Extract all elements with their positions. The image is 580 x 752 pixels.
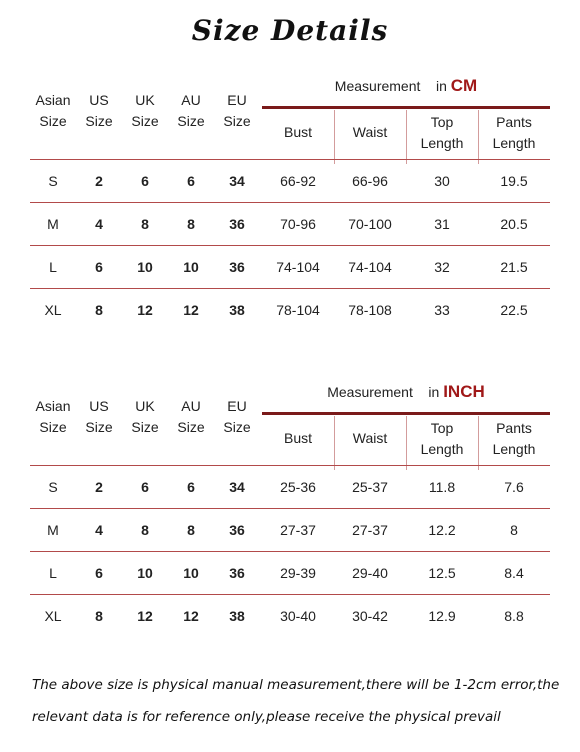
size-au: 10	[183, 259, 199, 275]
size-asian: L	[49, 565, 57, 581]
size-uk: 10	[137, 565, 153, 581]
size-asian: L	[49, 259, 57, 275]
pants-length-value: 8.8	[504, 608, 524, 624]
size-eu: 34	[229, 479, 245, 495]
size-uk: 6	[141, 479, 149, 495]
pants-length-value: 20.5	[500, 216, 528, 232]
table-row	[30, 203, 550, 246]
top-length-value: 12.9	[428, 608, 456, 624]
size-us: 2	[95, 173, 103, 189]
bust-value: 27-37	[280, 522, 316, 538]
header-waist: Waist	[352, 430, 388, 446]
header-asian-size: Asian Size	[35, 398, 71, 435]
table-row	[30, 246, 550, 289]
waist-value: 25-37	[352, 479, 388, 495]
pants-length-value: 7.6	[504, 479, 524, 495]
size-eu: 36	[229, 522, 245, 538]
table-row	[30, 466, 550, 509]
disclaimer-line-1: The above size is physical manual measurement,there will be 1-2cm error,the	[32, 677, 560, 693]
header-uk-size: UK Size	[131, 92, 159, 129]
page-title: Size Details	[191, 14, 389, 47]
header-eu-size: EU Size	[223, 92, 251, 129]
header-us-size: US Size	[85, 92, 113, 129]
pants-length-value: 21.5	[500, 259, 528, 275]
bust-value: 70-96	[280, 216, 316, 232]
top-length-value: 32	[434, 259, 450, 275]
waist-value: 27-37	[352, 522, 388, 538]
unit-label: CM	[450, 76, 478, 95]
waist-value: 66-96	[352, 173, 388, 189]
waist-value: 30-42	[352, 608, 388, 624]
measurement-divider	[262, 106, 550, 109]
size-au: 6	[187, 173, 195, 189]
waist-value: 78-108	[348, 302, 392, 318]
size-asian: M	[47, 216, 59, 232]
unit-label: INCH	[443, 382, 485, 401]
table-header	[30, 374, 550, 470]
size-us: 8	[95, 302, 103, 318]
table-row	[30, 509, 550, 552]
top-length-value: 12.2	[428, 522, 456, 538]
waist-value: 70-100	[348, 216, 392, 232]
header-bust: Bust	[283, 430, 312, 446]
measurement-divider	[262, 412, 550, 415]
size-asian: S	[48, 173, 58, 189]
header-waist: Waist	[352, 124, 388, 140]
bust-value: 74-104	[276, 259, 320, 275]
disclaimer-line-2: relevant data is for reference only,please receive the physical prevail	[32, 709, 501, 725]
size-us: 6	[95, 565, 103, 581]
bust-value: 25-36	[280, 479, 316, 495]
table-row	[30, 552, 550, 595]
size-uk: 6	[141, 173, 149, 189]
bust-value: 78-104	[276, 302, 320, 318]
header-asian-size: Asian Size	[35, 92, 71, 129]
size-uk: 8	[141, 522, 149, 538]
size-asian: XL	[44, 608, 62, 624]
size-au: 10	[183, 565, 199, 581]
size-asian: XL	[44, 302, 62, 318]
header-au-size: AU Size	[177, 398, 205, 435]
waist-value: 74-104	[348, 259, 392, 275]
header-eu-size: EU Size	[223, 398, 251, 435]
pants-length-value: 22.5	[500, 302, 528, 318]
size-asian: M	[47, 522, 59, 538]
size-au: 6	[187, 479, 195, 495]
size-us: 4	[95, 216, 103, 232]
size-uk: 10	[137, 259, 153, 275]
bust-value: 29-39	[280, 565, 316, 581]
top-length-value: 33	[434, 302, 450, 318]
header-uk-size: UK Size	[131, 398, 159, 435]
header-us-size: US Size	[85, 398, 113, 435]
size-us: 4	[95, 522, 103, 538]
size-au: 12	[183, 608, 199, 624]
top-length-value: 30	[434, 173, 450, 189]
top-length-value: 11.8	[428, 479, 456, 495]
size-us: 8	[95, 608, 103, 624]
measurement-title: Measurement in INCH	[327, 382, 485, 401]
size-au: 12	[183, 302, 199, 318]
waist-value: 29-40	[352, 565, 388, 581]
header-au-size: AU Size	[177, 92, 205, 129]
header-bust: Bust	[283, 124, 312, 140]
size-eu: 34	[229, 173, 245, 189]
size-au: 8	[187, 216, 195, 232]
table-row	[30, 160, 550, 203]
size-us: 2	[95, 479, 103, 495]
size-eu: 38	[229, 608, 245, 624]
header-top-length: Top Length	[420, 114, 464, 151]
pants-length-value: 8.4	[504, 565, 524, 581]
size-uk: 12	[137, 302, 153, 318]
top-length-value: 12.5	[428, 565, 456, 581]
table-row	[30, 595, 550, 638]
table-header	[30, 68, 550, 164]
top-length-value: 31	[434, 216, 450, 232]
size-eu: 38	[229, 302, 245, 318]
bust-value: 30-40	[280, 608, 316, 624]
size-eu: 36	[229, 565, 245, 581]
size-au: 8	[187, 522, 195, 538]
size-uk: 8	[141, 216, 149, 232]
bust-value: 66-92	[280, 173, 316, 189]
size-asian: S	[48, 479, 58, 495]
size-eu: 36	[229, 259, 245, 275]
size-us: 6	[95, 259, 103, 275]
header-pants-length: Pants Length	[492, 114, 536, 151]
size-uk: 12	[137, 608, 153, 624]
table-row	[30, 289, 550, 332]
pants-length-value: 8	[510, 522, 518, 538]
size-eu: 36	[229, 216, 245, 232]
header-pants-length: Pants Length	[492, 420, 536, 457]
header-top-length: Top Length	[420, 420, 464, 457]
measurement-title: Measurement in CM	[334, 76, 478, 95]
pants-length-value: 19.5	[500, 173, 528, 189]
